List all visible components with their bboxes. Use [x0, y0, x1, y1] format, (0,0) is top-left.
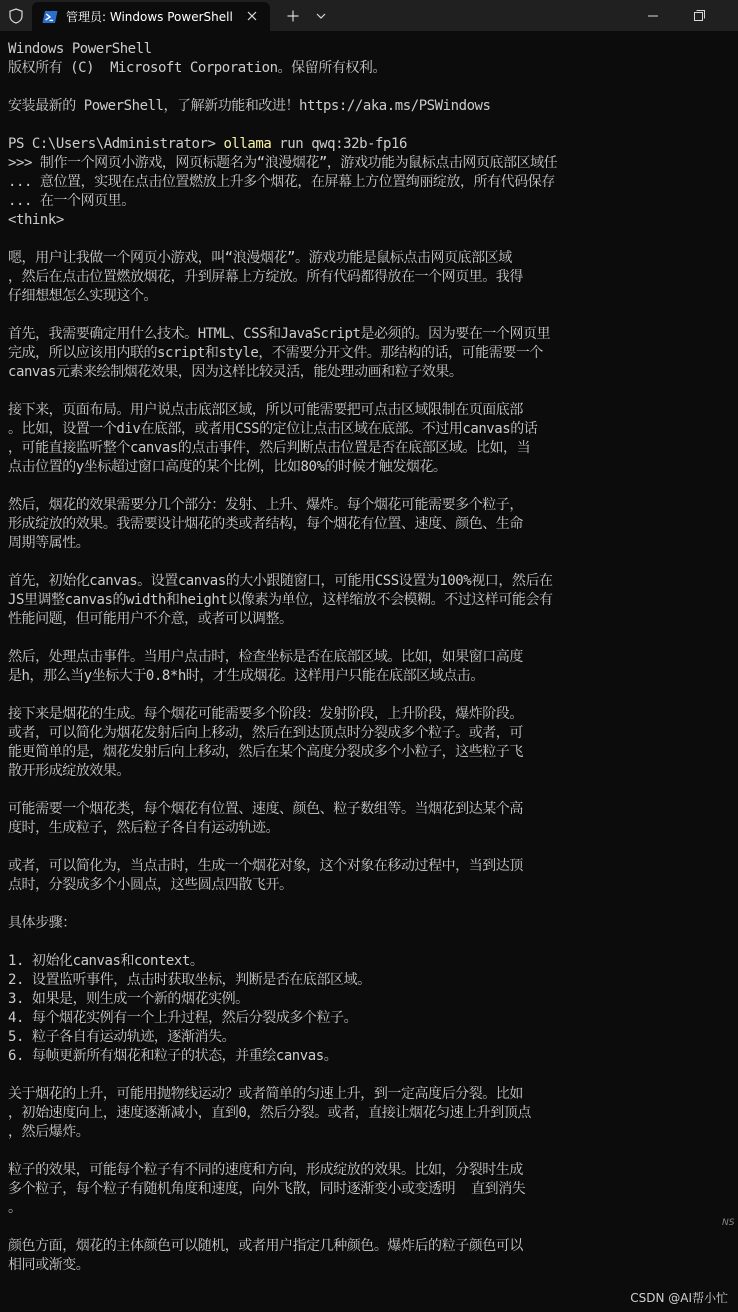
terminal-line: 1. 初始化canvas和context。 [8, 953, 204, 969]
chevron-down-icon[interactable] [308, 0, 334, 31]
minimize-icon[interactable] [630, 0, 676, 31]
prompt-text: PS C:\Users\Administrator> [8, 136, 224, 152]
terminal-output[interactable] [0, 31, 738, 1312]
close-icon[interactable] [242, 6, 262, 26]
terminal-line: 形成绽放的效果。我需要设计烟花的类或者结构，每个烟花有位置、速度、颜色、生命 [8, 516, 523, 532]
shield-icon[interactable] [0, 0, 32, 31]
terminal-line: 然后，烟花的效果需要分几个部分：发射、上升、爆炸。每个烟花可能需要多个粒子， [8, 497, 523, 513]
terminal-line: 可能需要一个烟花类，每个烟花有位置、速度、颜色、粒子数组等。当烟花到达某个高 [8, 801, 523, 817]
terminal-line: 或者，可以简化为烟花发射后向上移动，然后在到达顶点时分裂成多个粒子。或者，可 [8, 725, 523, 741]
terminal-line [8, 382, 730, 401]
terminal-line: 嗯，用户让我做一个网页小游戏，叫“浪漫烟花”。游戏功能是鼠标点击网页底部区域 [8, 250, 512, 266]
terminal-line: 点击位置的y坐标超过窗口高度的某个比例，比如80%的时候才触发烟花。 [8, 459, 447, 475]
terminal-line: 粒子的效果，可能每个粒子有不同的速度和方向，形成绽放的效果。比如，分裂时生成 [8, 1162, 523, 1178]
terminal-line: ，然后爆炸。 [8, 1124, 90, 1140]
terminal-lines [8, 40, 730, 1275]
tab-powershell[interactable] [32, 2, 270, 31]
terminal-line: 或者，可以简化为，当点击时，生成一个烟花对象，这个对象在移动过程中，当到达顶 [8, 858, 523, 874]
terminal-line: 性能问题，但可能用户不介意，或者可以调整。 [8, 611, 293, 627]
terminal-line: Windows PowerShell [8, 41, 152, 57]
terminal-line: >>> 制作一个网页小游戏，网页标题名为“浪漫烟花”，游戏功能为鼠标点击网页底部区域任 [8, 155, 558, 171]
terminal-line [8, 895, 730, 914]
terminal-line: 版权所有 (C) Microsoft Corporation。保留所有权利。 [8, 60, 387, 76]
terminal-line: 安装最新的 PowerShell，了解新功能和改进！https://aka.ms/PSWindows [8, 98, 491, 114]
terminal-line: 相同或渐变。 [8, 1257, 90, 1273]
terminal-line: 完成，所以应该用内联的script和style，不需要分开文件。那结构的话，可能需要一个 [8, 345, 543, 361]
command-name: ollama [223, 136, 272, 152]
terminal-line: 然后，处理点击事件。当用户点击时，检查坐标是否在底部区域。比如，如果窗口高度 [8, 649, 523, 665]
terminal-line: 接下来，页面布局。用户说点击底部区域，所以可能需要把可点击区域限制在页面底部 [8, 402, 523, 418]
terminal-line: ... 意位置，实现在点击位置燃放上升多个烟花，在屏幕上方位置绚丽绽放，所有代码保存 [8, 174, 555, 190]
terminal-line [8, 781, 730, 800]
terminal-line: 4. 每个烟花实例有一个上升过程，然后分裂成多个粒子。 [8, 1010, 358, 1026]
terminal-line: ，初始速度向上，速度逐渐减小，直到0，然后分裂。或者，直接让烟花匀速上升到顶点 [8, 1105, 531, 1121]
terminal-line [8, 838, 730, 857]
tab-title: 管理员: Windows PowerShell [66, 10, 233, 24]
maximize-icon[interactable] [676, 0, 722, 31]
terminal-line: 多个粒子，每个粒子有随机角度和速度，向外飞散，同时逐渐变小或变透明 直到消失 [8, 1181, 526, 1197]
terminal-line: 点时，分裂成多个小圆点，这些圆点四散飞开。 [8, 877, 293, 893]
terminal-line: ，然后在点击位置燃放烟花，升到屏幕上方绽放。所有代码都得放在一个网页里。我得 [8, 269, 523, 285]
terminal-line: 度时，生成粒子，然后粒子各自有运动轨迹。 [8, 820, 279, 836]
command-args: run qwq:32b-fp16 [271, 136, 407, 152]
terminal-line [8, 933, 730, 952]
terminal-line: 接下来是烟花的生成。每个烟花可能需要多个阶段：发射阶段，上升阶段，爆炸阶段。 [8, 706, 523, 722]
terminal-line [8, 306, 730, 325]
terminal-line: 仔细想想怎么实现这个。 [8, 288, 158, 304]
ns-marker: NS [722, 1218, 735, 1228]
prompt-line [8, 135, 730, 154]
terminal-line: 散开形成绽放效果。 [8, 763, 130, 779]
terminal-line [8, 553, 730, 572]
terminal-line: 首先，我需要确定用什么技术。HTML、CSS和JavaScript是必须的。因为要在一个网页里 [8, 326, 551, 342]
terminal-line: 。比如，设置一个div在底部，或者用CSS的定位让点击区域在底部。不过用canvas的话 [8, 421, 538, 437]
terminal-line: 关于烟花的上升，可能用抛物线运动？或者简单的匀速上升，到一定高度后分裂。比如 [8, 1086, 523, 1102]
terminal-line [8, 477, 730, 496]
terminal-line [8, 230, 730, 249]
terminal-line: 首先，初始化canvas。设置canvas的大小跟随窗口，可能用CSS设置为100%视口，然后在 [8, 573, 553, 589]
terminal-line: 具体步骤： [8, 915, 76, 931]
terminal-line [8, 1218, 730, 1237]
terminal-line [8, 116, 730, 135]
terminal-line: canvas元素来绘制烟花效果，因为这样比较灵活，能处理动画和粒子效果。 [8, 364, 463, 380]
terminal-line [8, 1066, 730, 1085]
terminal-line: 能更简单的是，烟花发射后向上移动，然后在某个高度分裂成多个小粒子，这些粒子飞 [8, 744, 523, 760]
plus-icon[interactable] [280, 0, 306, 31]
terminal-line [8, 1142, 730, 1161]
watermark: CSDN @AI帮小忙 [630, 1291, 728, 1305]
terminal-line: <think> [8, 212, 64, 228]
terminal-line: 周期等属性。 [8, 535, 90, 551]
terminal-line: 5. 粒子各自有运动轨迹，逐渐消失。 [8, 1029, 236, 1045]
terminal-line [8, 629, 730, 648]
terminal-line: ... 在一个网页里。 [8, 193, 135, 209]
terminal-line: JS里调整canvas的width和height以像素为单位，这样缩放不会模糊。不过这样可能会有 [8, 592, 553, 608]
powershell-icon [42, 10, 58, 24]
title-bar [0, 0, 738, 31]
terminal-line: 是h，那么当y坐标大于0.8*h时，才生成烟花。这样用户只能在底部区域点击。 [8, 668, 484, 684]
terminal-line [8, 686, 730, 705]
terminal-line: 。 [8, 1200, 22, 1216]
terminal-line [8, 78, 730, 97]
terminal-line: ，可能直接监听整个canvas的点击事件，然后判断点击位置是否在底部区域。比如，当 [8, 440, 531, 456]
terminal-line: 3. 如果是，则生成一个新的烟花实例。 [8, 991, 249, 1007]
terminal-line: 6. 每帧更新所有烟花和粒子的状态，并重绘canvas。 [8, 1048, 338, 1064]
terminal-line: 颜色方面，烟花的主体颜色可以随机，或者用户指定几种颜色。爆炸后的粒子颜色可以 [8, 1238, 523, 1254]
terminal-line: 2. 设置监听事件，点击时获取坐标，判断是否在底部区域。 [8, 972, 371, 988]
